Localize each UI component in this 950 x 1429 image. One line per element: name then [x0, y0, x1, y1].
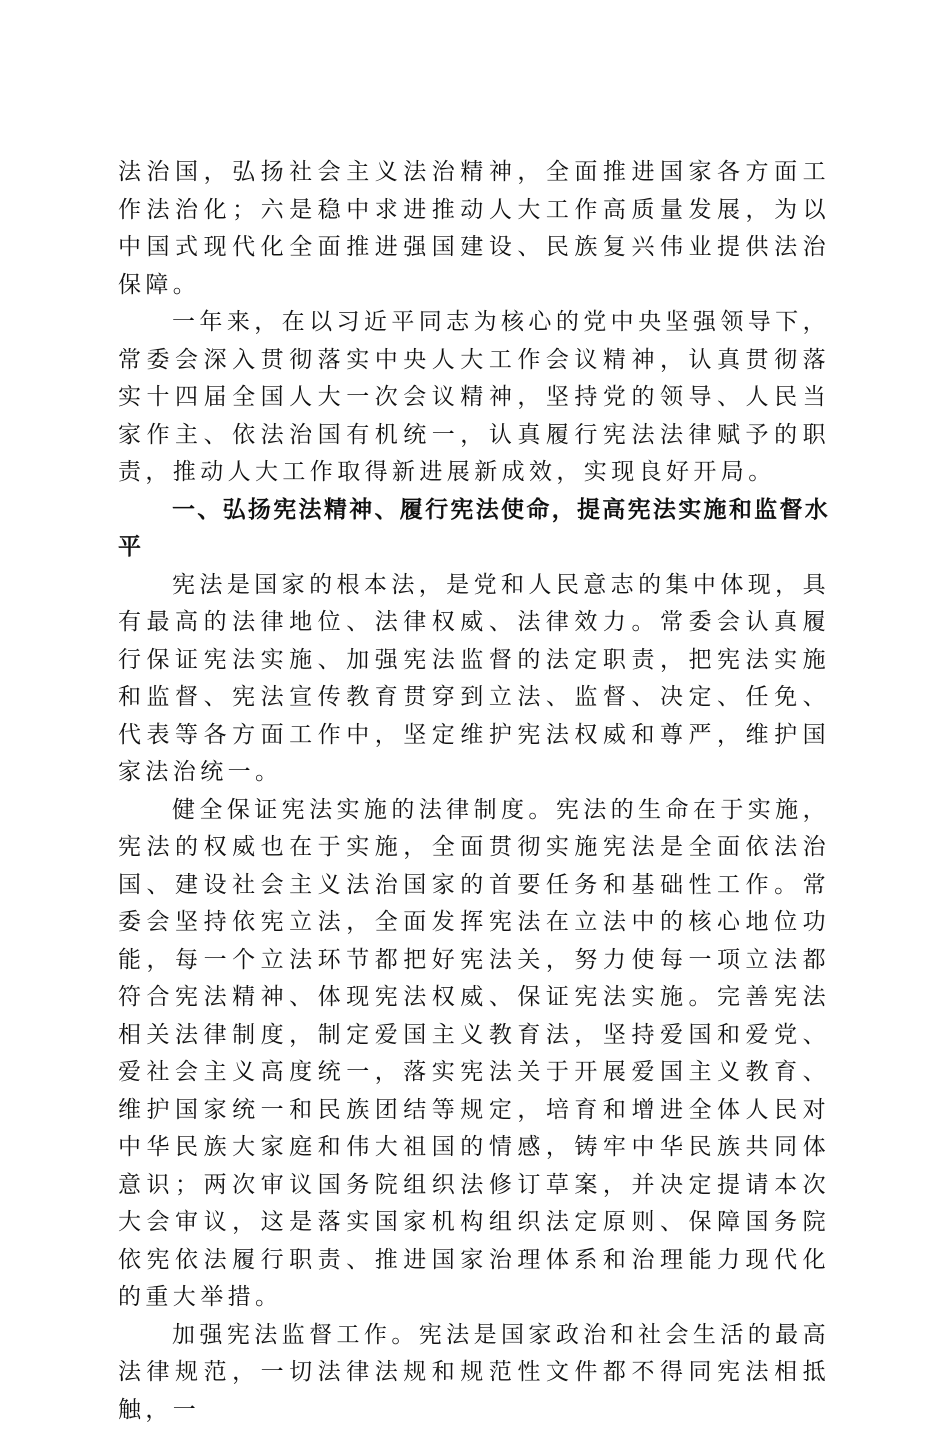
paragraph-legal-system: 健全保证宪法实施的法律制度。宪法的生命在于实施，宪法的权威也在于实施，全面贯彻实施宪法是全面依法治国、建设社会主义法治国家的首要任务和基础性工作。常委会坚持依宪立法，全面发挥宪法在立法中的核心地位功能，每一个立法环节都把好宪法关，努力使每一项立法都符合宪法精神、体现宪法权威、保证宪法实施。完善宪法相关法律制度，制定爱国主义教育法，坚持爱国和爱党、爱社会主义高度统一，落实宪法关于开展爱国主义教育、维护国家统一和民族团结等规定，培育和增进全体人民对中华民族大家庭和伟大祖国的情感，铸牢中华民族共同体意识；两次审议国务院组织法修订草案，并决定提请本次大会审议，这是落实国家机构组织法定原则、保障国务院依宪依法履行职责、推进国家治理体系和治理能力现代化的重大举措。: [118, 792, 830, 1317]
paragraph-constitution-intro: 宪法是国家的根本法，是党和人民意志的集中体现，具有最高的法律地位、法律权威、法律效力。常委会认真履行保证宪法实施、加强宪法监督的法定职责，把宪法实施和监督、宪法宣传教育贯穿到立法、监督、决定、任免、代表等各方面工作中，坚定维护宪法权威和尊严，维护国家法治统一。: [118, 567, 830, 792]
paragraph-continuation: 法治国，弘扬社会主义法治精神，全面推进国家各方面工作法治化；六是稳中求进推动人大工作高质量发展，为以中国式现代化全面推进强国建设、民族复兴伟业提供法治保障。: [118, 154, 830, 304]
document-body: [118, 154, 830, 1429]
paragraph-year-review: 一年来，在以习近平同志为核心的党中央坚强领导下，常委会深入贯彻落实中央人大工作会议精神，认真贯彻落实十四届全国人大一次会议精神，坚持党的领导、人民当家作主、依法治国有机统一，认真履行宪法法律赋予的职责，推动人大工作取得新进展新成效，实现良好开局。: [118, 304, 830, 492]
section-heading-1: 一、弘扬宪法精神、履行宪法使命，提高宪法实施和监督水平: [118, 492, 830, 567]
paragraph-supervision: 加强宪法监督工作。宪法是国家政治和社会生活的最高法律规范，一切法律法规和规范性文件都不得同宪法相抵触，一: [118, 1317, 830, 1429]
